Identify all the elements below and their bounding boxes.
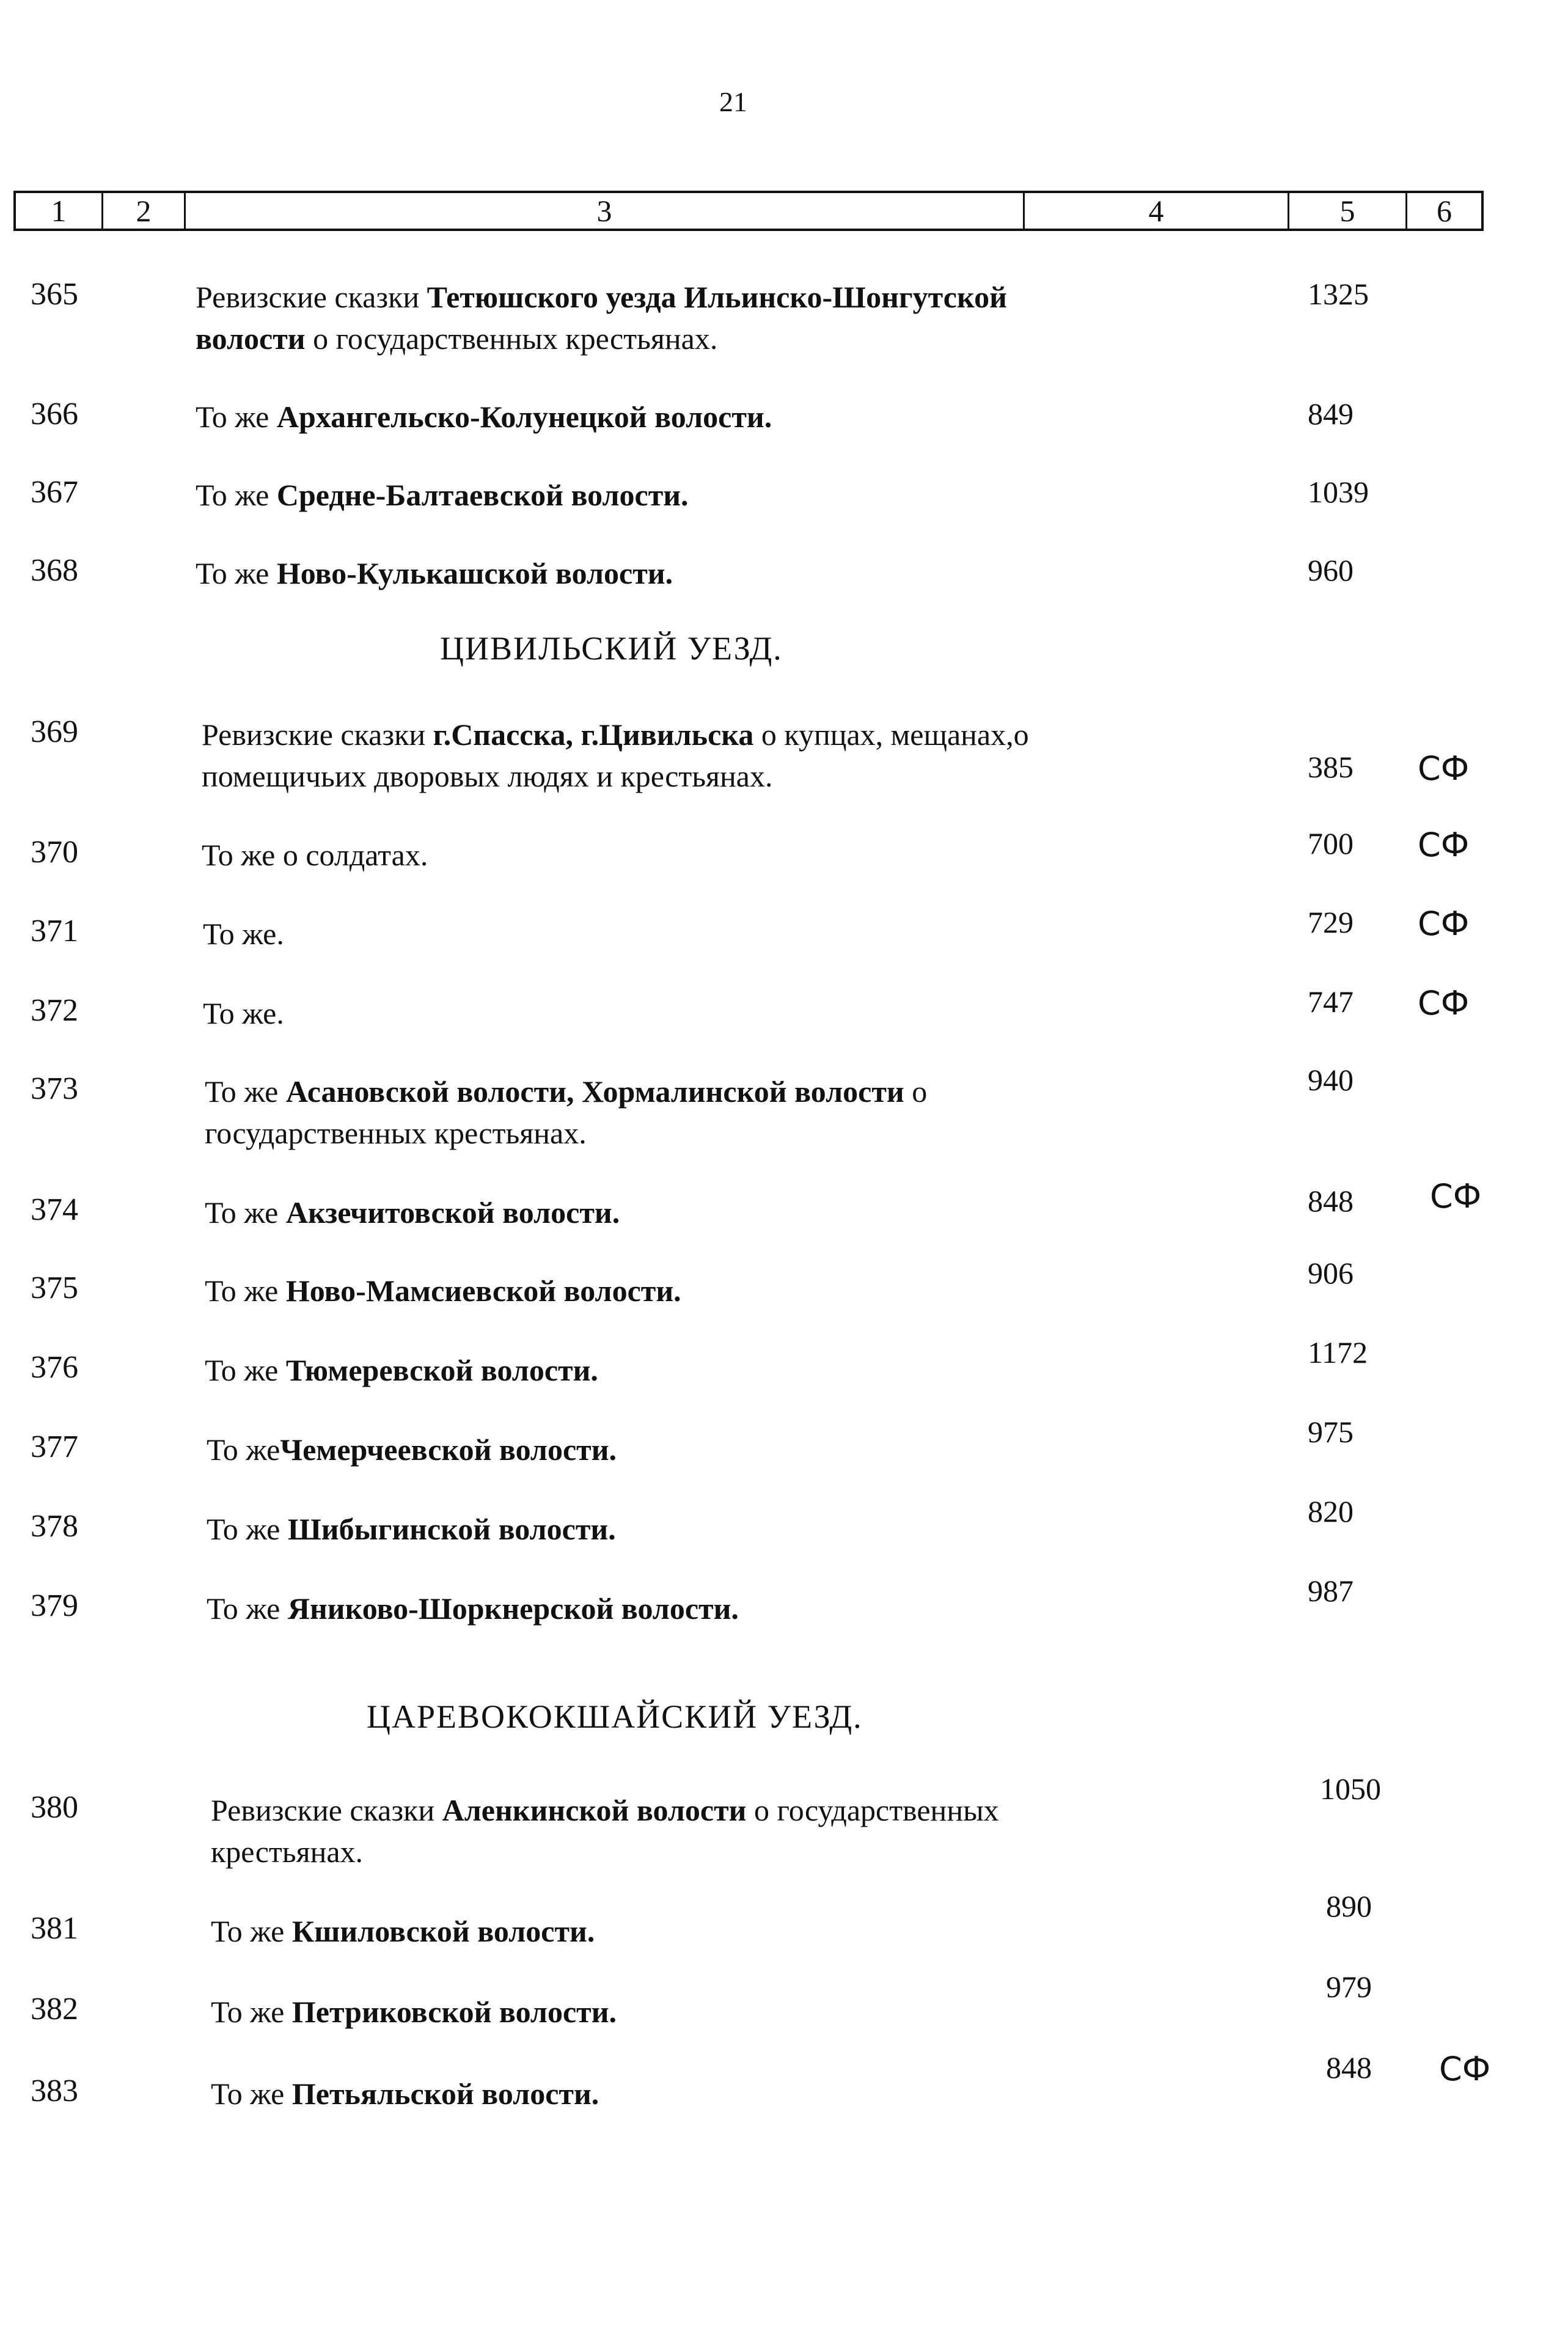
entry-description: То же Тюмеревской волости. xyxy=(205,1353,598,1387)
entry-count: 848 xyxy=(1326,2050,1372,2085)
entry-number: 368 xyxy=(31,553,78,588)
column-header-2: 2 xyxy=(103,193,186,229)
section-title: ЦИВИЛЬСКИЙ УЕЗД. xyxy=(440,630,783,667)
entry-description: То же о солдатах. xyxy=(202,838,428,872)
page-number: 21 xyxy=(719,86,747,117)
entry-count: 890 xyxy=(1326,1889,1372,1923)
entry-count: 979 xyxy=(1326,1970,1372,2004)
entry-mark: СФ xyxy=(1418,904,1470,943)
column-header-1: 1 xyxy=(16,193,103,229)
entry-description: То же Петьяльской волости. xyxy=(211,2077,599,2111)
entry-number: 380 xyxy=(31,1790,78,1825)
entry-count: 1050 xyxy=(1320,1772,1381,1806)
entry-count: 1039 xyxy=(1308,475,1369,509)
entry-description: Ревизские сказки Тетюшского уезда Ильинско-Шонгутской волости о государственных крестьянах. xyxy=(196,280,1007,356)
entry-mark: СФ xyxy=(1418,749,1470,788)
column-header-row xyxy=(13,191,1484,231)
entry-number: 383 xyxy=(31,2074,78,2108)
entry-count: 849 xyxy=(1308,397,1354,431)
entry-description: То же Яниково-Шоркнерской волости. xyxy=(207,1591,739,1626)
entry-count: 700 xyxy=(1308,826,1354,860)
entry-number: 381 xyxy=(31,1911,78,1946)
column-header-5: 5 xyxy=(1289,193,1407,229)
entry-mark: СФ xyxy=(1430,1177,1482,1216)
column-header-4: 4 xyxy=(1025,193,1289,229)
entry-number: 375 xyxy=(31,1271,78,1305)
entry-description: То же Акзечитовской волости. xyxy=(205,1195,620,1230)
entry-number: 379 xyxy=(31,1588,78,1623)
entry-number: 369 xyxy=(31,714,78,749)
entry-number: 374 xyxy=(31,1192,78,1227)
entry-mark: СФ xyxy=(1439,2050,1491,2088)
entry-number: 378 xyxy=(31,1509,78,1544)
entry-number: 367 xyxy=(31,475,78,510)
entry-count: 729 xyxy=(1308,905,1354,939)
entry-description: То же Архангельско-Колунецкой волости. xyxy=(196,400,772,434)
entry-count: 987 xyxy=(1308,1574,1354,1608)
entry-description: То же Ново-Мамсиевской волости. xyxy=(205,1274,681,1308)
entry-description: Ревизские сказки г.Спасска, г.Цивильска о купцах, мещанах,о помещичьих дворовых людях и крестьянах. xyxy=(202,717,1029,793)
entry-number: 366 xyxy=(31,397,78,431)
entry-count: 820 xyxy=(1308,1494,1354,1528)
section-title: ЦАРЕВОКОКШАЙСКИЙ УЕЗД. xyxy=(367,1698,863,1735)
entry-count: 960 xyxy=(1308,553,1354,587)
entry-count: 906 xyxy=(1308,1256,1354,1290)
entry-number: 373 xyxy=(31,1071,78,1106)
entry-number: 371 xyxy=(31,914,78,948)
entry-number: 377 xyxy=(31,1429,78,1464)
entry-description: То жеЧемерчеевской волости. xyxy=(207,1432,617,1467)
entry-count: 747 xyxy=(1308,985,1354,1019)
entry-description: То же Кшиловской волости. xyxy=(211,1914,595,1948)
entry-count: 940 xyxy=(1308,1063,1354,1097)
entry-count: 1325 xyxy=(1308,277,1369,311)
entry-mark: СФ xyxy=(1418,984,1470,1022)
entry-number: 372 xyxy=(31,993,78,1028)
entry-count: 975 xyxy=(1308,1415,1354,1449)
entry-count: 848 xyxy=(1308,1184,1354,1218)
entry-description: Ревизские сказки Аленкинской волости о государственных крестьянах. xyxy=(211,1793,999,1869)
entry-number: 370 xyxy=(31,835,78,870)
entry-description: То же. xyxy=(203,917,284,951)
entry-number: 382 xyxy=(31,1992,78,2026)
entry-number: 376 xyxy=(31,1350,78,1385)
entry-description: То же. xyxy=(203,996,284,1030)
entry-description: То же Асановской волости, Хормалинской волости о государственных крестьянах. xyxy=(205,1074,928,1150)
entry-description: То же Петриковской волости. xyxy=(211,1995,617,2029)
entry-count: 1172 xyxy=(1308,1335,1368,1370)
entry-description: То же Ново-Кулькашской волости. xyxy=(196,556,673,590)
column-header-6: 6 xyxy=(1437,194,1452,228)
entry-description: То же Средне-Балтаевской волости. xyxy=(196,478,689,512)
entry-count: 385 xyxy=(1308,750,1354,784)
entry-number: 365 xyxy=(31,277,78,312)
column-header-3: 3 xyxy=(186,193,1025,229)
entry-description: То же Шибыгинской волости. xyxy=(207,1512,616,1546)
entry-mark: СФ xyxy=(1418,826,1470,864)
